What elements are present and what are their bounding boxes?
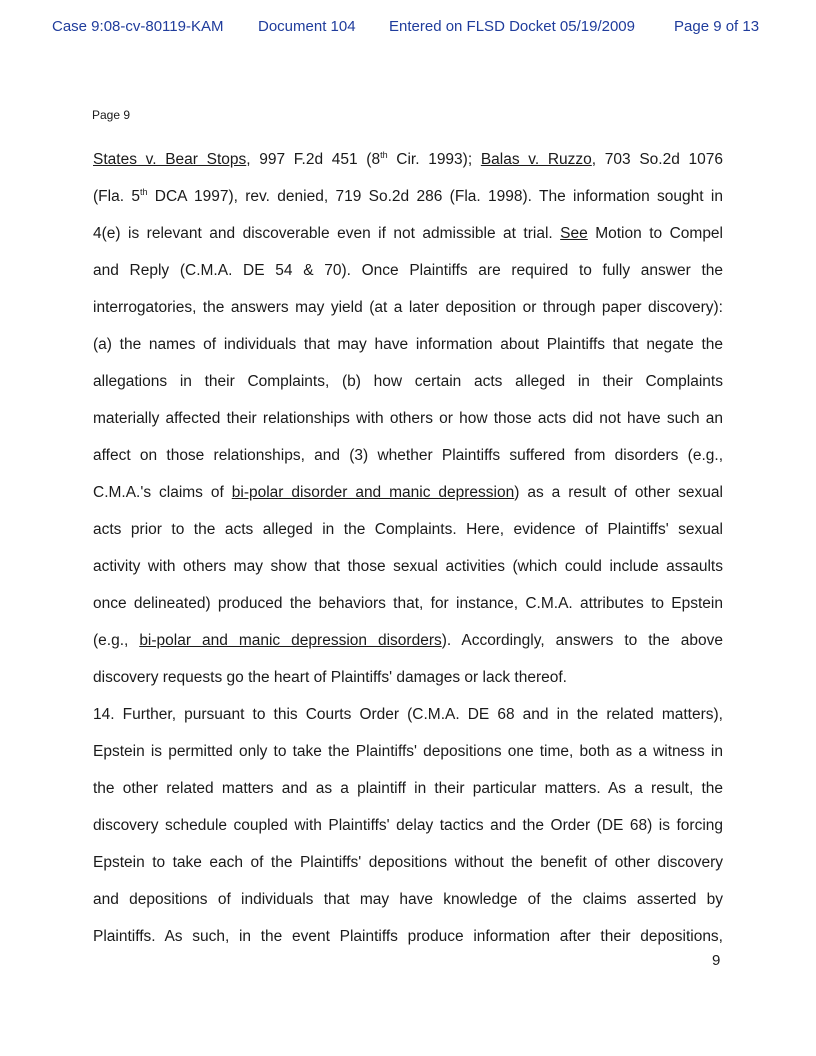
text-line: materially affected their relationships with others or how those acts did not have such an — [93, 410, 723, 427]
text-line: 14. Further, pursuant to this Courts Order (C.M.A. DE 68 and in the related matters), — [93, 706, 723, 723]
text-line: and Reply (C.M.A. DE 54 & 70). Once Plaintiffs are required to fully answer the — [93, 262, 723, 279]
text-line: discovery requests go the heart of Plaintiffs' damages or lack thereof. — [93, 669, 567, 686]
text-line: (a) the names of individuals that may have information about Plaintiffs that negate the — [93, 336, 723, 353]
header-page-count: Page 9 of 13 — [674, 18, 760, 35]
text-line: C.M.A.'s claims of bi-polar disorder and manic depression) as a result of other sexual — [93, 484, 723, 501]
header-document-number: Document 104 — [258, 18, 356, 35]
text-line: allegations in their Complaints, (b) how certain acts alleged in their Complaints — [93, 373, 723, 390]
text-line: 4(e) is relevant and discoverable even if not admissible at trial. See Motion to Compel — [93, 225, 723, 242]
text-line: discovery schedule coupled with Plaintiffs' delay tactics and the Order (DE 68) is forcing — [93, 817, 723, 834]
text-line: the other related matters and as a plaintiff in their particular matters. As a result, the — [93, 780, 723, 797]
text-line: (e.g., bi-polar and manic depression disorders). Accordingly, answers to the above — [93, 632, 723, 649]
text-line: interrogatories, the answers may yield (at a later deposition or through paper discovery): — [93, 299, 723, 316]
text-line: States v. Bear Stops, 997 F.2d 451 (8th Cir. 1993); Balas v. Ruzzo, 703 So.2d 1076 — [93, 150, 723, 168]
text-line: affect on those relationships, and (3) whether Plaintiffs suffered from disorders (e.g., — [93, 447, 723, 464]
page-label: Page 9 — [92, 108, 131, 122]
docket-header — [0, 18, 816, 40]
header-entered-date: Entered on FLSD Docket 05/19/2009 — [389, 18, 635, 35]
text-line: Plaintiffs. As such, in the event Plaintiffs produce information after their depositions, — [93, 928, 723, 945]
text-line: Epstein is permitted only to take the Plaintiffs' depositions one time, both as a witness in — [93, 743, 723, 760]
text-line: acts prior to the acts alleged in the Complaints. Here, evidence of Plaintiffs' sexual — [93, 521, 723, 538]
page-number: 9 — [712, 952, 721, 969]
header-case-number: Case 9:08-cv-80119-KAM — [52, 18, 224, 35]
text-line: activity with others may show that those sexual activities (which could include assaults — [93, 558, 723, 575]
text-line: once delineated) produced the behaviors that, for instance, C.M.A. attributes to Epstein — [93, 595, 723, 612]
text-line: and depositions of individuals that may have knowledge of the claims asserted by — [93, 891, 723, 908]
text-line: (Fla. 5th DCA 1997), rev. denied, 719 So.2d 286 (Fla. 1998). The information sought in — [93, 187, 723, 205]
text-line: Epstein to take each of the Plaintiffs' depositions without the benefit of other discovery — [93, 854, 723, 871]
